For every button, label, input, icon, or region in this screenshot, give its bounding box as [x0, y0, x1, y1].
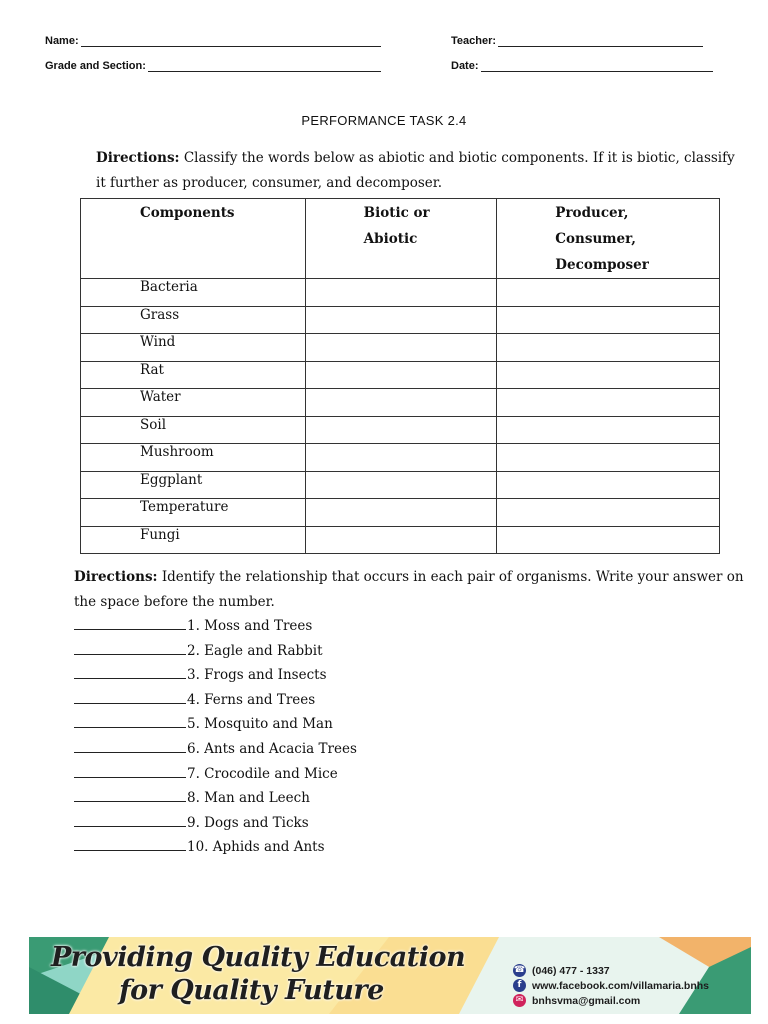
answer-blank[interactable]: [74, 666, 186, 679]
component-name: Grass: [81, 306, 306, 334]
component-name: Temperature: [81, 499, 306, 527]
biotic-abiotic-answer-cell[interactable]: [305, 526, 497, 554]
header-cell-text: Abiotic: [363, 231, 418, 247]
directions-label: Directions:: [96, 150, 180, 166]
header-cell-text: Biotic or: [363, 205, 430, 221]
role-answer-cell[interactable]: [497, 416, 720, 444]
answer-blank[interactable]: [74, 765, 186, 778]
slogan-line-2: for Quality Future: [119, 975, 384, 1006]
header-role: [497, 199, 720, 279]
header-cell-text: Producer,: [555, 205, 629, 221]
teacher-field[interactable]: [451, 35, 703, 47]
directions-text: Identify the relationship that occurs in each pair of organisms. Write your answer on the space before the number.: [74, 569, 744, 610]
role-answer-cell[interactable]: [497, 389, 720, 417]
directions-relationship: [74, 565, 744, 615]
role-answer-cell[interactable]: [497, 499, 720, 527]
list-item: [74, 765, 357, 790]
facebook-text[interactable]: www.facebook.com/villamaria.bnhs: [532, 979, 709, 992]
list-item: [74, 617, 357, 642]
component-name: Wind: [81, 334, 306, 362]
teacher-label: Teacher:: [451, 35, 497, 47]
component-name: Fungi: [81, 526, 306, 554]
item-text: 6. Ants and Acacia Trees: [187, 740, 357, 757]
component-name: Eggplant: [81, 471, 306, 499]
component-name: Bacteria: [81, 279, 306, 307]
component-name: Soil: [81, 416, 306, 444]
component-name: Mushroom: [81, 444, 306, 472]
list-item: [74, 740, 357, 765]
name-field[interactable]: [45, 35, 381, 47]
contact-email[interactable]: [513, 994, 640, 1007]
name-label: Name:: [45, 35, 79, 47]
grade-section-label: Grade and Section:: [45, 60, 146, 72]
role-answer-cell[interactable]: [497, 471, 720, 499]
teacher-blank[interactable]: [498, 36, 703, 47]
relationship-list: [74, 617, 357, 863]
answer-blank[interactable]: [74, 642, 186, 655]
item-text: 3. Frogs and Insects: [187, 667, 327, 684]
biotic-abiotic-answer-cell[interactable]: [305, 389, 497, 417]
answer-blank[interactable]: [74, 789, 186, 802]
date-label: Date:: [451, 60, 479, 72]
table-row: [81, 499, 720, 527]
list-item: [74, 642, 357, 667]
role-answer-cell[interactable]: [497, 526, 720, 554]
item-text: 8. Man and Leech: [187, 790, 310, 807]
header-cell-text: Decomposer: [555, 257, 649, 273]
list-item: [74, 814, 357, 839]
biotic-abiotic-answer-cell[interactable]: [305, 306, 497, 334]
answer-blank[interactable]: [74, 740, 186, 753]
role-answer-cell[interactable]: [497, 306, 720, 334]
item-text: 7. Crocodile and Mice: [187, 765, 338, 782]
component-name: Water: [81, 389, 306, 417]
contact-phone: [513, 964, 610, 977]
table-row: [81, 334, 720, 362]
table-row: [81, 279, 720, 307]
table-row: [81, 389, 720, 417]
item-text: 2. Eagle and Rabbit: [187, 642, 323, 659]
answer-blank[interactable]: [74, 691, 186, 704]
answer-blank[interactable]: [74, 715, 186, 728]
slogan-line-1: Providing Quality Education: [51, 942, 466, 973]
header-biotic-abiotic: [305, 199, 497, 279]
page-title: PERFORMANCE TASK 2.4: [301, 113, 467, 128]
name-blank[interactable]: [81, 36, 381, 47]
table-header-row: [81, 199, 720, 279]
item-text: 10. Aphids and Ants: [187, 839, 325, 856]
contact-facebook[interactable]: [513, 979, 709, 992]
classification-table: [80, 198, 720, 554]
table-row: [81, 526, 720, 554]
header-cell-text: Consumer,: [555, 231, 636, 247]
role-answer-cell[interactable]: [497, 334, 720, 362]
header-cell-text: Components: [140, 205, 235, 221]
list-item: [74, 715, 357, 740]
item-text: 1. Moss and Trees: [187, 618, 313, 634]
role-answer-cell[interactable]: [497, 361, 720, 389]
email-text[interactable]: bnhsvma@gmail.com: [532, 994, 641, 1007]
date-blank[interactable]: [481, 61, 713, 72]
footer-banner: [29, 937, 751, 1014]
biotic-abiotic-answer-cell[interactable]: [305, 444, 497, 472]
directions-classify: [96, 146, 746, 196]
directions-label: Directions:: [74, 569, 158, 585]
biotic-abiotic-answer-cell[interactable]: [305, 361, 497, 389]
item-text: 9. Dogs and Ticks: [187, 814, 309, 831]
grade-section-field[interactable]: [45, 60, 381, 72]
answer-blank[interactable]: [74, 617, 186, 630]
item-text: 4. Ferns and Trees: [187, 691, 316, 708]
biotic-abiotic-answer-cell[interactable]: [305, 334, 497, 362]
table-row: [81, 416, 720, 444]
table-row: [81, 361, 720, 389]
phone-text: (046) 477 - 1337: [532, 964, 610, 977]
grade-section-blank[interactable]: [148, 61, 381, 72]
header-components: [81, 199, 306, 279]
biotic-abiotic-answer-cell[interactable]: [305, 471, 497, 499]
table-row: [81, 306, 720, 334]
list-item: [74, 789, 357, 814]
list-item: [74, 666, 357, 691]
table-row: [81, 471, 720, 499]
answer-blank[interactable]: [74, 814, 186, 827]
biotic-abiotic-answer-cell[interactable]: [305, 499, 497, 527]
list-item: [74, 838, 357, 863]
email-icon: ✉: [513, 994, 526, 1007]
biotic-abiotic-answer-cell[interactable]: [305, 416, 497, 444]
directions-text: Classify the words below as abiotic and biotic components. If it is biotic, classify it further as producer, consumer, and decomposer.: [96, 150, 735, 191]
answer-blank[interactable]: [74, 838, 186, 851]
facebook-icon: f: [513, 979, 526, 992]
role-answer-cell[interactable]: [497, 279, 720, 307]
phone-icon: ☎: [513, 965, 526, 975]
role-answer-cell[interactable]: [497, 444, 720, 472]
date-field[interactable]: [451, 60, 713, 72]
component-name: Rat: [81, 361, 306, 389]
table-row: [81, 444, 720, 472]
item-text: 5. Mosquito and Man: [187, 716, 333, 733]
biotic-abiotic-answer-cell[interactable]: [305, 279, 497, 307]
list-item: [74, 691, 357, 716]
